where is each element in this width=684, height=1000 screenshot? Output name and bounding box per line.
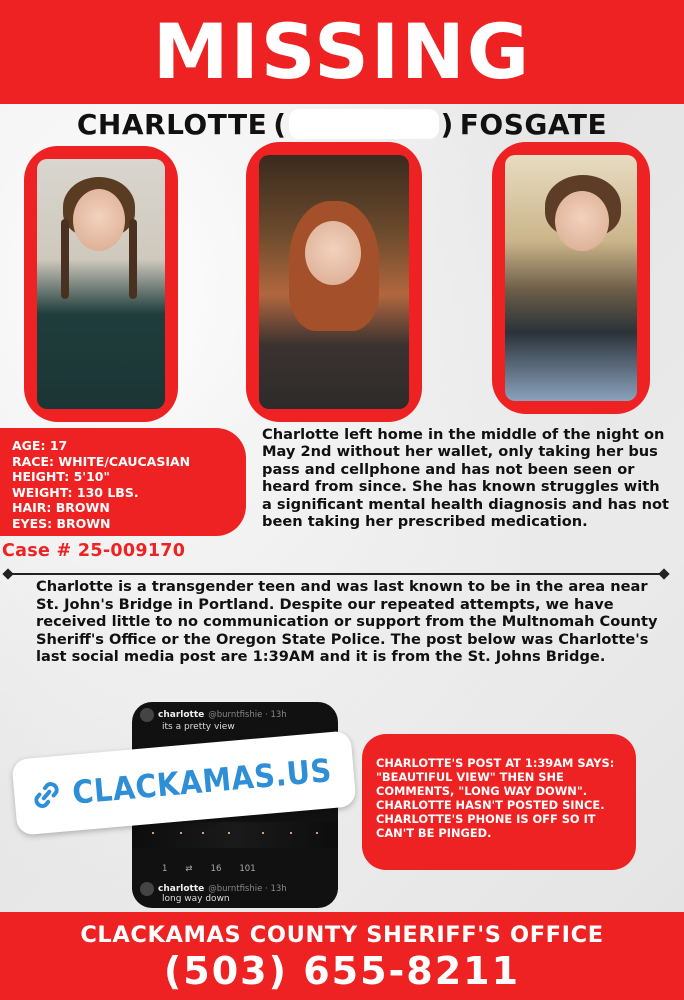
photo-3 — [505, 155, 637, 401]
first-name: CHARLOTTE — [76, 107, 268, 141]
link-icon — [27, 776, 66, 815]
description-line: WEIGHT: 130 LBS. — [12, 484, 139, 500]
reply-handle: @burntfishie · 13h — [208, 884, 287, 894]
post-night-photo — [132, 822, 338, 848]
page-title: MISSING — [152, 7, 532, 96]
last-name: FOSGATE — [459, 107, 608, 141]
like-count: 16 — [210, 864, 222, 874]
description-line: AGE: 17 — [12, 438, 68, 453]
photo-1 — [37, 159, 165, 409]
photo-frame-1 — [24, 146, 178, 422]
post-header — [140, 708, 287, 722]
photo-frame-2 — [246, 142, 422, 422]
physical-description-box — [0, 428, 246, 536]
contact-phone[interactable]: (503) 655-8211 — [163, 949, 521, 993]
reply-username: charlotte — [158, 884, 205, 894]
post-username: charlotte — [158, 710, 205, 720]
post-handle: @burntfishie · 13h — [208, 710, 287, 720]
repost-icon: ⇄ — [185, 864, 193, 874]
disappearance-story: Charlotte left home in the middle of the night on May 2nd without her wallet, only taking her bus pass and cellphone and has not been seen or heard from since. She has known struggles with a significant mental health diagnosis and has not been taking her prescribed medication. — [262, 426, 669, 531]
description-line: RACE: WHITE/CAUCASIAN — [12, 453, 191, 469]
reply-count: 1 — [162, 864, 168, 874]
avatar — [140, 708, 154, 722]
agency-name: CLACKAMAS COUNTY SHERIFF'S OFFICE — [80, 922, 604, 948]
photo-2 — [259, 155, 409, 409]
description-line: HAIR: BROWN — [12, 500, 110, 515]
header-banner — [0, 0, 684, 104]
close-paren: ) — [440, 107, 454, 141]
description-line: HEIGHT: 5'10" — [12, 469, 110, 484]
section-divider — [8, 573, 664, 575]
view-count: 101 — [239, 864, 256, 874]
footer-banner — [0, 912, 684, 1000]
redacted-middle-name — [289, 109, 439, 139]
post-stats — [162, 864, 256, 874]
details-paragraph: Charlotte is a transgender teen and was last known to be in the area near St. John's Bridge in Portland. Despite our repeated attempts, we have received little to no communication or support from the Multnomah County Sheriff's Office or the Oregon State Police. The post below was Charlotte's last social media post are 1:39AM and it is from the St. Johns Bridge. — [36, 578, 658, 666]
open-paren: ( — [273, 107, 287, 141]
missing-person-name — [0, 106, 684, 142]
photo-frame-3 — [492, 142, 650, 414]
case-number: Case # 25-009170 — [2, 541, 186, 561]
avatar — [140, 882, 154, 896]
description-line: EYES: BROWN — [12, 515, 111, 531]
reply-text: long way down — [162, 894, 230, 904]
post-quote-box: CHARLOTTE'S POST AT 1:39AM SAYS: "BEAUTIFUL VIEW" THEN SHE COMMENTS, "LONG WAY DOWN". CHARLOTTE HASN'T POSTED SINCE. CHARLOTTE'S PHONE IS OFF SO IT CAN'T BE PINGED. — [362, 734, 636, 870]
link-text: CLACKAMAS.US — [70, 751, 334, 812]
post-text: its a pretty view — [162, 722, 235, 732]
